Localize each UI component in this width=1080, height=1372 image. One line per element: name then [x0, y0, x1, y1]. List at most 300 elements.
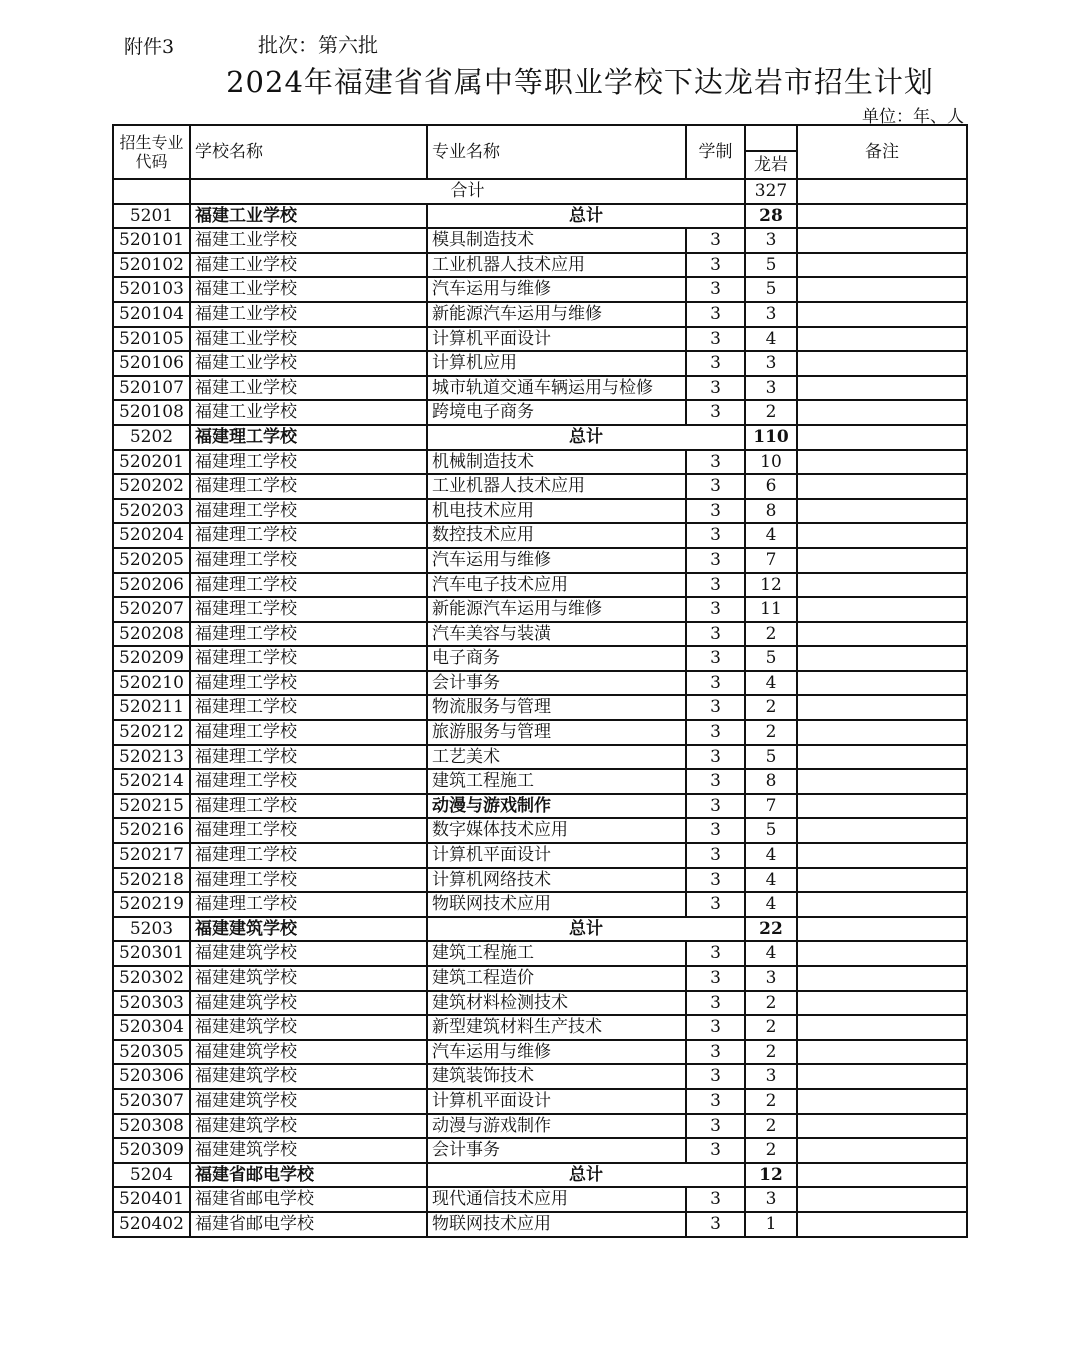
major-code: 520212: [113, 720, 190, 745]
table-row: [113, 622, 967, 647]
table-row: [113, 228, 967, 253]
subtotal-value: 22: [745, 917, 797, 942]
count-cell: 2: [745, 695, 797, 720]
years-cell: 3: [686, 720, 745, 745]
count-cell: 4: [745, 941, 797, 966]
count-cell: 1: [745, 1212, 797, 1237]
school-name-cell: 福建理工学校: [190, 548, 427, 573]
major-code: 520208: [113, 622, 190, 647]
major-code: 520306: [113, 1064, 190, 1089]
table-row: [113, 597, 967, 622]
table-row: [113, 573, 967, 598]
count-cell: 3: [745, 351, 797, 376]
school-name-cell: 福建省邮电学校: [190, 1212, 427, 1237]
unit-label: 单位：年、人: [862, 107, 964, 127]
count-cell: 4: [745, 671, 797, 696]
remark-cell: [797, 253, 967, 278]
remark-cell: [797, 1114, 967, 1139]
table-row: [113, 671, 967, 696]
school-name-cell: 福建理工学校: [190, 597, 427, 622]
years-cell: 3: [686, 1212, 745, 1237]
subtotal-value: 12: [745, 1163, 797, 1188]
years-cell: 3: [686, 991, 745, 1016]
major-code: 520218: [113, 868, 190, 893]
header-years: 学制: [686, 125, 745, 179]
major-name: 计算机应用: [427, 351, 686, 376]
major-name: 建筑工程施工: [427, 941, 686, 966]
major-code: 520309: [113, 1138, 190, 1163]
major-code: 520402: [113, 1212, 190, 1237]
count-cell: 5: [745, 646, 797, 671]
years-cell: 3: [686, 1187, 745, 1212]
school-subtotal-row: [113, 425, 967, 450]
subtotal-label: 总计: [427, 1163, 745, 1188]
school-name-cell: 福建建筑学校: [190, 1114, 427, 1139]
major-code: 520308: [113, 1114, 190, 1139]
years-cell: 3: [686, 1015, 745, 1040]
years-cell: 3: [686, 450, 745, 475]
major-name: 动漫与游戏制作: [427, 1114, 686, 1139]
school-name-cell: 福建建筑学校: [190, 1064, 427, 1089]
major-name: 物联网技术应用: [427, 1212, 686, 1237]
major-code: 520304: [113, 1015, 190, 1040]
table-row: [113, 499, 967, 524]
count-cell: 8: [745, 499, 797, 524]
remark-cell: [797, 769, 967, 794]
school-name-cell: 福建理工学校: [190, 745, 427, 770]
school-name: 福建理工学校: [190, 425, 427, 450]
remark-cell: [797, 277, 967, 302]
major-name: 现代通信技术应用: [427, 1187, 686, 1212]
major-code: 520107: [113, 376, 190, 401]
remark-cell: [797, 991, 967, 1016]
count-cell: 2: [745, 1089, 797, 1114]
count-cell: 4: [745, 843, 797, 868]
years-cell: 3: [686, 327, 745, 352]
table-row: [113, 523, 967, 548]
major-name: 汽车运用与维修: [427, 1040, 686, 1065]
major-code: 520206: [113, 573, 190, 598]
attachment-label: 附件3: [124, 36, 175, 58]
remark-cell: [797, 646, 967, 671]
major-code: 520205: [113, 548, 190, 573]
header-region-top: [745, 125, 797, 151]
count-cell: 3: [745, 1187, 797, 1212]
school-name-cell: 福建理工学校: [190, 720, 427, 745]
school-name-cell: 福建理工学校: [190, 671, 427, 696]
years-cell: 3: [686, 400, 745, 425]
school-name-cell: 福建理工学校: [190, 868, 427, 893]
major-name: 计算机平面设计: [427, 843, 686, 868]
years-cell: 3: [686, 597, 745, 622]
major-name: 工艺美术: [427, 745, 686, 770]
school-name-cell: 福建理工学校: [190, 769, 427, 794]
count-cell: 2: [745, 720, 797, 745]
remark-cell: [797, 228, 967, 253]
years-cell: 3: [686, 843, 745, 868]
count-cell: 2: [745, 1114, 797, 1139]
remark-cell: [797, 351, 967, 376]
school-name-cell: 福建建筑学校: [190, 1015, 427, 1040]
school-name-cell: 福建工业学校: [190, 351, 427, 376]
school-code: 5203: [113, 917, 190, 942]
major-code: 520201: [113, 450, 190, 475]
major-code: 520301: [113, 941, 190, 966]
batch-label: 批次：第六批: [258, 33, 378, 57]
major-name: 机电技术应用: [427, 499, 686, 524]
years-cell: 3: [686, 302, 745, 327]
header-remark: 备注: [797, 125, 967, 179]
remark-cell: [797, 868, 967, 893]
table-row: [113, 769, 967, 794]
count-cell: 3: [745, 228, 797, 253]
major-name: 物流服务与管理: [427, 695, 686, 720]
years-cell: 3: [686, 892, 745, 917]
table-row: [113, 1187, 967, 1212]
remark-cell: [797, 622, 967, 647]
remark-cell: [797, 327, 967, 352]
remark-cell: [797, 695, 967, 720]
major-code: 520303: [113, 991, 190, 1016]
table-row: [113, 966, 967, 991]
school-name-cell: 福建理工学校: [190, 573, 427, 598]
school-name-cell: 福建理工学校: [190, 474, 427, 499]
table-row: [113, 941, 967, 966]
header-code: 招生专业代码: [113, 125, 190, 179]
major-name: 汽车电子技术应用: [427, 573, 686, 598]
school-name-cell: 福建建筑学校: [190, 1089, 427, 1114]
count-cell: 5: [745, 277, 797, 302]
school-name-cell: 福建工业学校: [190, 253, 427, 278]
table-row: [113, 474, 967, 499]
years-cell: 3: [686, 868, 745, 893]
header-major: 专业名称: [427, 125, 686, 179]
remark-cell: [797, 573, 967, 598]
major-code: 520214: [113, 769, 190, 794]
major-name: 新能源汽车运用与维修: [427, 597, 686, 622]
count-cell: 2: [745, 622, 797, 647]
years-cell: 3: [686, 966, 745, 991]
subtotal-remark: [797, 204, 967, 229]
school-name: 福建工业学校: [190, 204, 427, 229]
count-cell: 3: [745, 376, 797, 401]
count-cell: 7: [745, 794, 797, 819]
years-cell: 3: [686, 376, 745, 401]
table-row: [113, 695, 967, 720]
count-cell: 4: [745, 327, 797, 352]
table-row: [113, 1015, 967, 1040]
remark-cell: [797, 941, 967, 966]
major-name: 会计事务: [427, 671, 686, 696]
remark-cell: [797, 1187, 967, 1212]
remark-cell: [797, 376, 967, 401]
major-code: 520207: [113, 597, 190, 622]
major-name: 建筑工程造价: [427, 966, 686, 991]
major-code: 520104: [113, 302, 190, 327]
subtotal-remark: [797, 917, 967, 942]
subtotal-label: 总计: [427, 917, 745, 942]
table-row: [113, 253, 967, 278]
years-cell: 3: [686, 671, 745, 696]
table-row: [113, 794, 967, 819]
remark-cell: [797, 1138, 967, 1163]
years-cell: 3: [686, 941, 745, 966]
major-name: 工业机器人技术应用: [427, 253, 686, 278]
years-cell: 3: [686, 695, 745, 720]
years-cell: 3: [686, 1040, 745, 1065]
school-name-cell: 福建理工学校: [190, 695, 427, 720]
count-cell: 4: [745, 868, 797, 893]
major-code: 520108: [113, 400, 190, 425]
major-code: 520302: [113, 966, 190, 991]
major-name: 跨境电子商务: [427, 400, 686, 425]
school-name-cell: 福建理工学校: [190, 523, 427, 548]
school-subtotal-row: [113, 917, 967, 942]
table-row: [113, 400, 967, 425]
years-cell: 3: [686, 253, 745, 278]
remark-cell: [797, 892, 967, 917]
table-row: [113, 1089, 967, 1114]
years-cell: 3: [686, 1114, 745, 1139]
school-name-cell: 福建工业学校: [190, 327, 427, 352]
remark-cell: [797, 794, 967, 819]
remark-cell: [797, 1089, 967, 1114]
remark-cell: [797, 474, 967, 499]
major-name: 数字媒体技术应用: [427, 818, 686, 843]
years-cell: 3: [686, 1064, 745, 1089]
table-row: [113, 1064, 967, 1089]
school-name-cell: 福建建筑学校: [190, 1040, 427, 1065]
school-code: 5204: [113, 1163, 190, 1188]
school-name-cell: 福建建筑学校: [190, 991, 427, 1016]
years-cell: 3: [686, 548, 745, 573]
table-row: [113, 720, 967, 745]
table-row: [113, 843, 967, 868]
school-name-cell: 福建工业学校: [190, 228, 427, 253]
table-row: [113, 351, 967, 376]
school-code: 5201: [113, 204, 190, 229]
subtotal-value: 110: [745, 425, 797, 450]
count-cell: 12: [745, 573, 797, 598]
major-name: 旅游服务与管理: [427, 720, 686, 745]
major-code: 520219: [113, 892, 190, 917]
table-row: [113, 450, 967, 475]
remark-cell: [797, 499, 967, 524]
years-cell: 3: [686, 228, 745, 253]
school-name-cell: 福建建筑学校: [190, 1138, 427, 1163]
major-code: 520217: [113, 843, 190, 868]
table-row: [113, 1040, 967, 1065]
years-cell: 3: [686, 745, 745, 770]
years-cell: 3: [686, 523, 745, 548]
remark-cell: [797, 745, 967, 770]
page-title: 2024年福建省省属中等职业学校下达龙岩市招生计划: [226, 65, 934, 99]
count-cell: 4: [745, 892, 797, 917]
count-cell: 8: [745, 769, 797, 794]
remark-cell: [797, 720, 967, 745]
remark-cell: [797, 1040, 967, 1065]
major-name: 机械制造技术: [427, 450, 686, 475]
grand-total-code: [113, 179, 190, 204]
major-code: 520305: [113, 1040, 190, 1065]
major-name: 物联网技术应用: [427, 892, 686, 917]
grand-total-label: 合计: [190, 179, 745, 204]
major-code: 520101: [113, 228, 190, 253]
school-name-cell: 福建工业学校: [190, 400, 427, 425]
remark-cell: [797, 548, 967, 573]
table-row: [113, 1114, 967, 1139]
remark-cell: [797, 966, 967, 991]
years-cell: 3: [686, 277, 745, 302]
table-row: [113, 277, 967, 302]
major-code: 520105: [113, 327, 190, 352]
count-cell: 7: [745, 548, 797, 573]
school-name-cell: 福建理工学校: [190, 622, 427, 647]
subtotal-remark: [797, 1163, 967, 1188]
major-name: 电子商务: [427, 646, 686, 671]
count-cell: 2: [745, 1015, 797, 1040]
count-cell: 3: [745, 1064, 797, 1089]
remark-cell: [797, 818, 967, 843]
years-cell: 3: [686, 474, 745, 499]
enrollment-plan-table: [112, 124, 968, 1238]
major-name: 计算机平面设计: [427, 327, 686, 352]
major-code: 520202: [113, 474, 190, 499]
school-name-cell: 福建省邮电学校: [190, 1187, 427, 1212]
table-row: [113, 646, 967, 671]
years-cell: 3: [686, 818, 745, 843]
years-cell: 3: [686, 351, 745, 376]
remark-cell: [797, 1212, 967, 1237]
major-name: 汽车运用与维修: [427, 277, 686, 302]
major-code: 520103: [113, 277, 190, 302]
major-name: 建筑装饰技术: [427, 1064, 686, 1089]
school-name-cell: 福建理工学校: [190, 646, 427, 671]
remark-cell: [797, 450, 967, 475]
school-name-cell: 福建理工学校: [190, 843, 427, 868]
major-name: 计算机平面设计: [427, 1089, 686, 1114]
table-row: [113, 1212, 967, 1237]
count-cell: 5: [745, 745, 797, 770]
grand-total-value: 327: [745, 179, 797, 204]
major-code: 520213: [113, 745, 190, 770]
table-row: [113, 818, 967, 843]
table-row: [113, 1138, 967, 1163]
table-row: [113, 302, 967, 327]
school-name-cell: 福建理工学校: [190, 818, 427, 843]
major-name: 会计事务: [427, 1138, 686, 1163]
count-cell: 3: [745, 966, 797, 991]
years-cell: 3: [686, 622, 745, 647]
major-name: 新能源汽车运用与维修: [427, 302, 686, 327]
school-name: 福建建筑学校: [190, 917, 427, 942]
count-cell: 6: [745, 474, 797, 499]
years-cell: 3: [686, 769, 745, 794]
major-code: 520401: [113, 1187, 190, 1212]
table-row: [113, 868, 967, 893]
count-cell: 2: [745, 400, 797, 425]
count-cell: 2: [745, 1040, 797, 1065]
school-name-cell: 福建建筑学校: [190, 941, 427, 966]
years-cell: 3: [686, 573, 745, 598]
years-cell: 3: [686, 1089, 745, 1114]
major-code: 520211: [113, 695, 190, 720]
major-code: 520204: [113, 523, 190, 548]
count-cell: 2: [745, 1138, 797, 1163]
school-name-cell: 福建工业学校: [190, 376, 427, 401]
table-row: [113, 548, 967, 573]
count-cell: 5: [745, 818, 797, 843]
count-cell: 2: [745, 991, 797, 1016]
table-row: [113, 892, 967, 917]
header-region: 龙岩: [745, 151, 797, 179]
count-cell: 11: [745, 597, 797, 622]
major-code: 520215: [113, 794, 190, 819]
subtotal-label: 总计: [427, 204, 745, 229]
remark-cell: [797, 1015, 967, 1040]
count-cell: 10: [745, 450, 797, 475]
count-cell: 5: [745, 253, 797, 278]
major-code: 520106: [113, 351, 190, 376]
major-name: 模具制造技术: [427, 228, 686, 253]
years-cell: 3: [686, 499, 745, 524]
major-name: 建筑工程施工: [427, 769, 686, 794]
school-name-cell: 福建工业学校: [190, 277, 427, 302]
subtotal-value: 28: [745, 204, 797, 229]
major-name: 新型建筑材料生产技术: [427, 1015, 686, 1040]
school-subtotal-row: [113, 204, 967, 229]
major-code: 520210: [113, 671, 190, 696]
subtotal-label: 总计: [427, 425, 745, 450]
major-name: 计算机网络技术: [427, 868, 686, 893]
table-row: [113, 327, 967, 352]
remark-cell: [797, 302, 967, 327]
school-name-cell: 福建理工学校: [190, 450, 427, 475]
remark-cell: [797, 597, 967, 622]
school-name-cell: 福建理工学校: [190, 794, 427, 819]
table-row: [113, 745, 967, 770]
remark-cell: [797, 400, 967, 425]
remark-cell: [797, 843, 967, 868]
remark-cell: [797, 671, 967, 696]
school-name-cell: 福建理工学校: [190, 892, 427, 917]
school-name-cell: 福建工业学校: [190, 302, 427, 327]
major-code: 520307: [113, 1089, 190, 1114]
school-subtotal-row: [113, 1163, 967, 1188]
major-name: 动漫与游戏制作: [427, 794, 686, 819]
table-row: [113, 991, 967, 1016]
major-code: 520209: [113, 646, 190, 671]
count-cell: 4: [745, 523, 797, 548]
school-name: 福建省邮电学校: [190, 1163, 427, 1188]
major-code: 520102: [113, 253, 190, 278]
major-name: 汽车运用与维修: [427, 548, 686, 573]
school-name-cell: 福建建筑学校: [190, 966, 427, 991]
subtotal-remark: [797, 425, 967, 450]
grand-total-remark: [797, 179, 967, 204]
years-cell: 3: [686, 646, 745, 671]
major-name: 汽车美容与装潢: [427, 622, 686, 647]
school-name-cell: 福建理工学校: [190, 499, 427, 524]
remark-cell: [797, 1064, 967, 1089]
school-code: 5202: [113, 425, 190, 450]
major-name: 工业机器人技术应用: [427, 474, 686, 499]
major-name: 建筑材料检测技术: [427, 991, 686, 1016]
remark-cell: [797, 523, 967, 548]
count-cell: 3: [745, 302, 797, 327]
years-cell: 3: [686, 1138, 745, 1163]
major-name: 数控技术应用: [427, 523, 686, 548]
